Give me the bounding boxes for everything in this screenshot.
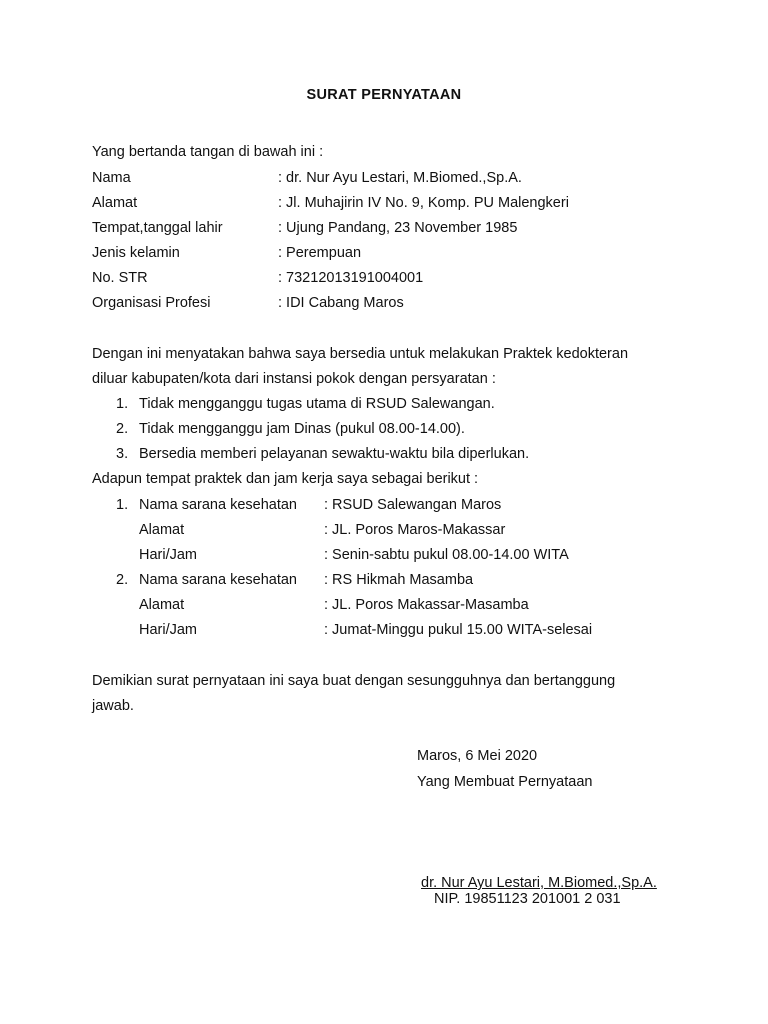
statement-line-1: Dengan ini menyatakan bahwa saya bersedia untuk melakukan Praktek kedokteran [92, 346, 629, 362]
practice-address-label: Alamat [139, 597, 185, 613]
document-title: SURAT PERNYATAAN [306, 87, 462, 103]
practice-address-label: Alamat [139, 522, 185, 538]
condition-number: 3. [116, 446, 129, 462]
condition-text: Tidak mengganggu tugas utama di RSUD Salewangan. [139, 396, 495, 412]
signer-name: dr. Nur Ayu Lestari, M.Biomed.,Sp.A. [421, 875, 657, 891]
identity-label-str: No. STR [92, 270, 148, 286]
condition-number: 2. [116, 421, 129, 437]
practice-facility-label: Nama sarana kesehatan [139, 572, 297, 588]
practice-hours-label: Hari/Jam [139, 622, 198, 638]
statement-line-2: diluar kabupaten/kota dari instansi pokok dengan persyaratan : [92, 371, 496, 387]
condition-text: Tidak mengganggu jam Dinas (pukul 08.00-14.00). [139, 421, 465, 437]
identity-value-gender: : Perempuan [278, 245, 362, 261]
practice-facility-label: Nama sarana kesehatan [139, 497, 297, 513]
closing-line-1: Demikian surat pernyataan ini saya buat dengan sesungguhnya dan bertanggung [92, 673, 616, 689]
identity-label-address: Alamat [92, 195, 138, 211]
practice-hours-label: Hari/Jam [139, 547, 198, 563]
place-date: Maros, 6 Mei 2020 [417, 748, 538, 764]
identity-value-address: : Jl. Muhajirin IV No. 9, Komp. PU Malengkeri [278, 195, 569, 211]
identity-value-organization: : IDI Cabang Maros [278, 295, 404, 311]
practice-address-value: : JL. Poros Makassar-Masamba [324, 597, 529, 613]
practice-hours-value: : Senin-sabtu pukul 08.00-14.00 WITA [324, 547, 569, 563]
practice-intro: Adapun tempat praktek dan jam kerja saya sebagai berikut : [92, 471, 479, 487]
identity-value-str: : 73212013191004001 [278, 270, 424, 286]
practice-facility-value: : RSUD Salewangan Maros [324, 497, 502, 513]
intro-text: Yang bertanda tangan di bawah ini : [92, 144, 324, 160]
identity-value-birth: : Ujung Pandang, 23 November 1985 [278, 220, 518, 236]
identity-label-gender: Jenis kelamin [92, 245, 180, 261]
identity-label-name: Nama [92, 170, 131, 186]
signer-nip: NIP. 19851123 201001 2 031 [434, 891, 621, 907]
practice-number: 1. [116, 497, 129, 513]
signer-role: Yang Membuat Pernyataan [417, 774, 593, 790]
practice-facility-value: : RS Hikmah Masamba [324, 572, 474, 588]
condition-text: Bersedia memberi pelayanan sewaktu-waktu bila diperlukan. [139, 446, 530, 462]
practice-number: 2. [116, 572, 129, 588]
identity-value-name: : dr. Nur Ayu Lestari, M.Biomed.,Sp.A. [278, 170, 522, 186]
condition-number: 1. [116, 396, 129, 412]
identity-label-birth: Tempat,tanggal lahir [92, 220, 223, 236]
closing-line-2: jawab. [92, 698, 134, 714]
identity-label-organization: Organisasi Profesi [92, 295, 211, 311]
practice-hours-value: : Jumat-Minggu pukul 15.00 WITA-selesai [324, 622, 593, 638]
practice-address-value: : JL. Poros Maros-Makassar [324, 522, 506, 538]
